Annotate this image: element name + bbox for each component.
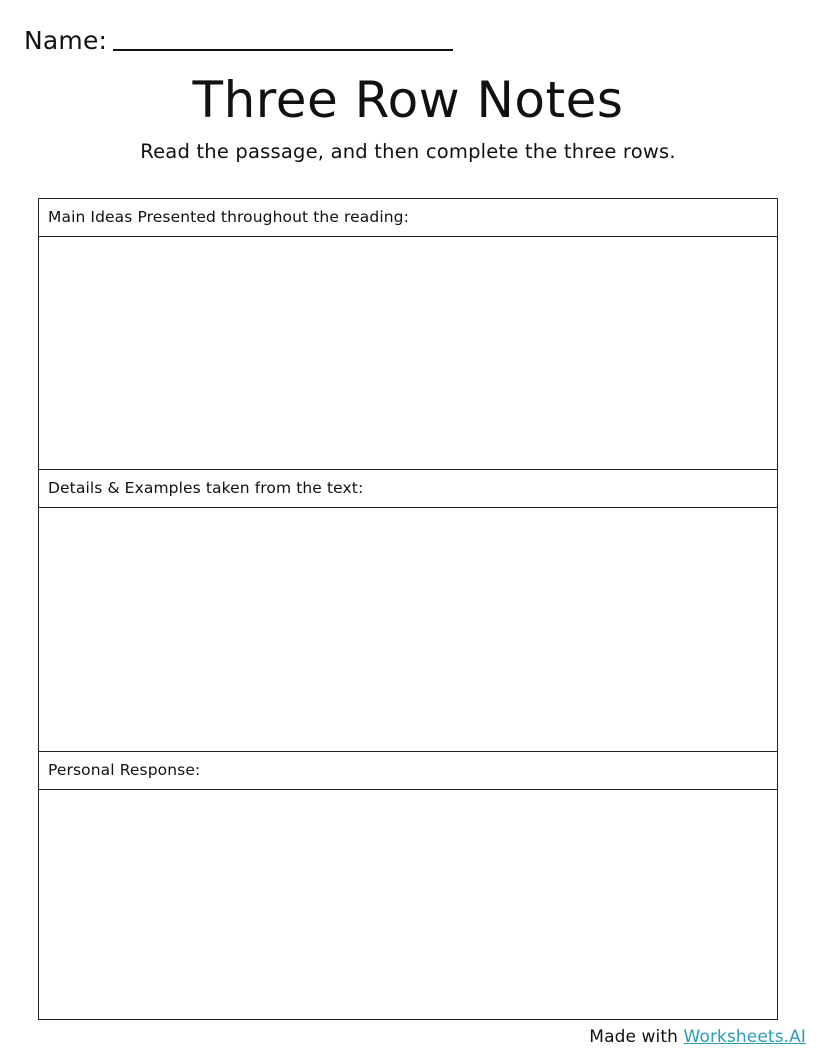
footer-link[interactable]: Worksheets.AI: [683, 1027, 806, 1047]
notes-table: [38, 198, 778, 1020]
row-label-personal-response: Personal Response:: [39, 752, 777, 790]
writing-area-personal-response[interactable]: [39, 790, 777, 1019]
row-label-main-ideas: Main Ideas Presented throughout the reading:: [39, 199, 777, 237]
footer-prefix: Made with: [589, 1027, 679, 1047]
row-label-details-examples: Details & Examples taken from the text:: [39, 470, 777, 508]
name-label: Name:: [24, 26, 108, 55]
name-field-row: [24, 22, 453, 56]
writing-area-main-ideas[interactable]: [39, 237, 777, 470]
page-title: Three Row Notes: [192, 71, 624, 129]
name-line[interactable]: [113, 49, 453, 51]
instructions: Read the passage, and then complete the three rows.: [140, 140, 676, 163]
writing-area-details-examples[interactable]: [39, 508, 777, 752]
footer-credit: [589, 1025, 806, 1049]
